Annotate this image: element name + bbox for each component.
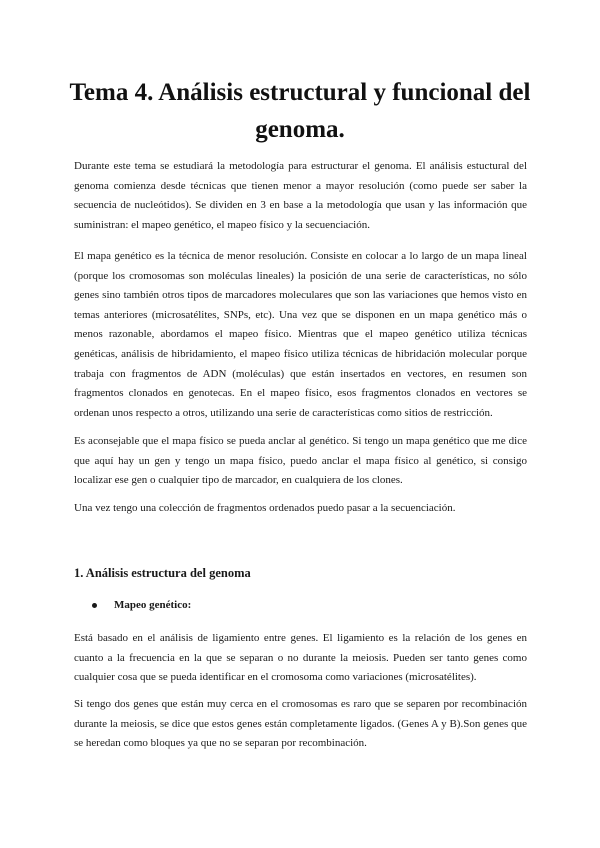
complete-linkage-paragraph: Si tengo dos genes que están muy cerca en el cromosomas es raro que se separen por recombinación durante la meiosis, se dice que estos genes están completamente ligados. (Genes A y B).Son genes que se heredan como bloques ya que no se separan por recombinación. bbox=[74, 698, 527, 750]
bullet-dot-icon bbox=[92, 603, 97, 608]
sequencing-paragraph: Una vez tengo una colección de fragmentos ordenados puedo pasar a la secuenciación. bbox=[74, 502, 456, 514]
bullet-item bbox=[92, 596, 191, 614]
page-title: Tema 4. Análisis estructural y funcional del genoma. bbox=[69, 79, 531, 143]
bullet-label: Mapeo genético: bbox=[114, 599, 192, 611]
intro-paragraph: Durante este tema se estudiará la metodología para estructurar el genoma. El análisis estuctural del genoma comienza desde técnicas que tienen menor a mayor resolución (como puede ser saber la secuencia de nucleótidos). Se dividen en 3 en base a la metodología que usan y las información que suministran: el mapeo genético, el mapeo físico y la secuenciación. bbox=[74, 160, 527, 231]
section-heading: 1. Análisis estructura del genoma bbox=[74, 566, 251, 580]
linkage-paragraph: Está basado en el análisis de ligamiento entre genes. El ligamiento es la relación de los genes en cuanto a la frecuencia en la que se separan o no durante la meiosis. Pueden ser tanto genes como cualquier cosa que se pueda identificar en el cromosoma como variaciones (microsatélites). bbox=[74, 632, 527, 684]
genetic-map-paragraph: El mapa genético es la técnica de menor resolución. Consiste en colocar a lo largo de un mapa lineal (porque los cromosomas son moléculas lineales) la posición de una serie de características, no sólo genes sino también otros tipos de marcadores moleculares que son las variaciones que hemos visto en temas anteriores (microsatélites, SNPs, etc). Una vez que se disponen en un mapa genético más o menos razonable, abordamos el mapeo físico. Mientras que el mapeo genético utiliza técnicas genéticas, análisis de hibridamiento, el mapeo físico utiliza técnicas de hibridación molecular porque trabaja con fragmentos de ADN (moléculas) que están insertados en vectores, en resumen son fragmentos clonados en genotecas. En el mapeo físico, esos fragmentos clonados en vectores se ordenan unos respecto a otros, utilizando una serie de características como sitios de restricción. bbox=[74, 250, 527, 419]
anchoring-paragraph: Es aconsejable que el mapa físico se pueda anclar al genético. Si tengo un mapa genético que me dice que aquí hay un gen y tengo un mapa físico, puedo anclar el mapa físico al genético, si consigo localizar ese gen o cualquier tipo de marcador, en cualquiera de los clones. bbox=[74, 435, 527, 487]
